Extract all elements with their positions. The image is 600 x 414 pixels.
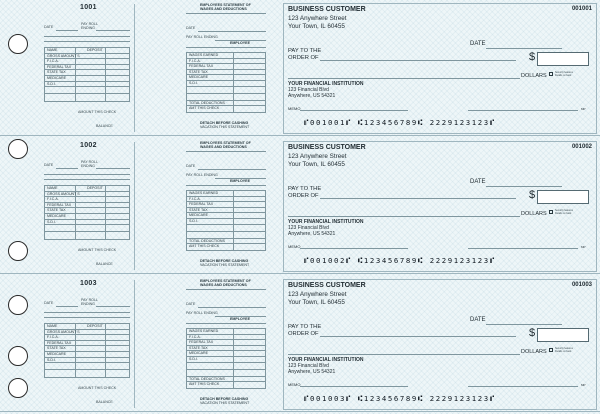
amount-words-line (288, 354, 520, 355)
check-number: 001002 (571, 144, 592, 150)
dollar-sign: $ (529, 189, 536, 201)
statement-amt-row: AMT THIS CHECK (189, 244, 220, 249)
statement-fica-row: F.I.C.A. (187, 335, 265, 341)
amount-box (537, 190, 589, 204)
bank-name: YOUR FINANCIAL INSTITUTION (288, 81, 364, 87)
statement-sdi-row: S.D.I. (187, 357, 265, 363)
statement-blank-row (187, 94, 265, 101)
business-street: 123 Anywhere Street (288, 291, 347, 298)
check-set (0, 138, 600, 274)
stub-payroll-label: PAY ROLL (81, 298, 98, 302)
business-street: 123 Anywhere Street (288, 153, 347, 160)
stub-date-label: DATE (44, 25, 54, 29)
statement-fica-row: F.I.C.A. (187, 59, 265, 65)
pay-to-label: PAY TO THE ORDER OF (288, 48, 322, 61)
stub-sdi-row: S.D.I. (45, 358, 129, 364)
statement-amt-row: AMT THIS CHECK (189, 382, 220, 387)
statement-title: EMPLOYEES STATEMENT OF (200, 141, 251, 145)
dollar-sign: $ (529, 51, 536, 63)
statement-blank-row (187, 370, 265, 377)
check (283, 3, 597, 134)
statement-deductions-grid (186, 52, 266, 113)
signature-mark: MP (581, 245, 586, 249)
statement-medicare-row: MEDICARE (187, 351, 265, 357)
stub-name-row: NAME DEPOSIT (45, 48, 129, 54)
padlock-icon (549, 210, 553, 214)
register-stub (38, 138, 132, 274)
stub-blank-row (45, 232, 129, 239)
register-stub (38, 276, 132, 412)
stub-balance: BALANCE (96, 400, 113, 404)
statement-title: EMPLOYEES STATEMENT OF (200, 3, 251, 7)
business-city: Your Town, IL 60455 (288, 161, 345, 168)
signature-line (468, 110, 578, 111)
statement-blank-row (187, 363, 265, 370)
pay-to-label: PAY TO THE ORDER OF (288, 324, 322, 337)
stub-ending-label: ENDING (81, 302, 95, 306)
statement-statetax-row: STATE TAX (187, 70, 265, 76)
dollars-label: DOLLARS (521, 73, 547, 79)
statement-date-line (198, 169, 266, 170)
stub-name-row: NAME DEPOSIT (45, 186, 129, 192)
statement-fedtax-row: FEDERAL TAX (187, 340, 265, 346)
stub-fedtax-row: FEDERAL TAX (45, 65, 129, 71)
bank-street: 123 Financial Blvd (288, 87, 329, 93)
statement-subtitle: WAGES AND DEDUCTIONS (200, 283, 247, 287)
security-note: Security features Details on back (555, 209, 573, 215)
memo-line (300, 386, 408, 387)
amount-box (537, 52, 589, 66)
statement-wages-row: WAGES EARNED (187, 329, 265, 335)
stub-blank-row (45, 363, 129, 370)
statement-line (186, 47, 266, 48)
statement-payroll-label: PAY ROLL ENDING (186, 311, 218, 315)
statement-detach-note: DETACH BEFORE CASHING (200, 121, 249, 125)
statement-subtitle: WAGES AND DEDUCTIONS (200, 7, 247, 11)
stub-gross-row: GROSS AMOUNT S (45, 330, 129, 336)
payee-line (320, 336, 516, 337)
payee-line (320, 198, 516, 199)
stub-fica-row: F.I.C.A. (45, 197, 129, 203)
statement-total-row: TOTAL DEDUCTIONS (187, 377, 265, 383)
statement-line (186, 185, 266, 186)
check-date-line (486, 186, 562, 187)
statement-wages-row: WAGES EARNED (187, 191, 265, 197)
bank-city: Anywhere, US 54321 (288, 369, 336, 375)
stub-date-label: DATE (44, 163, 54, 167)
stub-line (44, 174, 130, 175)
check-number: 001001 (571, 6, 592, 12)
stub-line (44, 312, 130, 313)
stub-register-grid (44, 323, 130, 378)
stub-ending-line (96, 30, 130, 31)
statement-detach-subnote: VACATION THIS STATEMENT (200, 401, 250, 405)
stub-number: 1003 (80, 280, 97, 287)
stub-payroll-label: PAY ROLL (81, 22, 98, 26)
business-name: BUSINESS CUSTOMER (288, 6, 366, 13)
signature-mark: MP (581, 383, 586, 387)
stub-payroll-label: PAY ROLL (81, 160, 98, 164)
statement-employee-label: EMPLOYEE (230, 41, 250, 45)
business-city: Your Town, IL 60455 (288, 23, 345, 30)
stub-ending-label: ENDING (81, 164, 95, 168)
stub-gross-row: GROSS AMOUNT S (45, 54, 129, 60)
business-name: BUSINESS CUSTOMER (288, 144, 366, 151)
wage-statement-stub (138, 276, 278, 412)
register-stub (38, 0, 132, 136)
stub-date-line (56, 30, 78, 31)
wage-statement-stub (138, 138, 278, 274)
statement-line (186, 289, 266, 290)
memo-label: MEMO (288, 244, 301, 249)
stub-divider (134, 4, 135, 132)
statement-total-row: TOTAL DEDUCTIONS (187, 239, 265, 245)
stub-line (44, 36, 130, 37)
stub-statetax-row: STATE TAX (45, 70, 129, 76)
dollars-label: DOLLARS (521, 349, 547, 355)
perforation (0, 135, 600, 136)
stub-ending-line (96, 168, 130, 169)
stub-fica-row: F.I.C.A. (45, 59, 129, 65)
statement-sdi-row: S.D.I. (187, 219, 265, 225)
statement-statetax-row: STATE TAX (187, 346, 265, 352)
statement-line (186, 323, 266, 324)
check (283, 141, 597, 272)
micr-line: ⑈001001⑈ ⑆123456789⑆ 2229123123⑈ (304, 118, 496, 127)
stub-amount-this-check: AMOUNT THIS CHECK (78, 248, 117, 252)
check-set (0, 0, 600, 136)
stub-medicare-row: MEDICARE (45, 76, 129, 82)
padlock-icon (549, 348, 553, 352)
security-note: Security features Details on back (555, 347, 573, 353)
stub-blank-row (45, 87, 129, 94)
statement-detach-note: DETACH BEFORE CASHING (200, 259, 249, 263)
stub-divider (134, 280, 135, 408)
amount-words-line (288, 216, 520, 217)
stub-number: 1002 (80, 142, 97, 149)
bank-city: Anywhere, US 54321 (288, 93, 336, 99)
check (283, 279, 597, 410)
stub-blank-row (45, 225, 129, 232)
bank-street: 123 Financial Blvd (288, 225, 329, 231)
statement-line (186, 13, 266, 14)
statement-employee-label: EMPLOYEE (230, 179, 250, 183)
bank-name: YOUR FINANCIAL INSTITUTION (288, 357, 364, 363)
statement-date-label: DATE (186, 302, 196, 306)
stub-date-line (56, 306, 78, 307)
stub-balance: BALANCE (96, 262, 113, 266)
signature-line (468, 386, 578, 387)
stub-gross-row: GROSS AMOUNT S (45, 192, 129, 198)
stub-fedtax-row: FEDERAL TAX (45, 203, 129, 209)
statement-payroll-label: PAY ROLL ENDING (186, 35, 218, 39)
micr-line: ⑈001003⑈ ⑆123456789⑆ 2229123123⑈ (304, 394, 496, 403)
stub-fica-row: F.I.C.A. (45, 335, 129, 341)
memo-label: MEMO (288, 382, 301, 387)
stub-divider (134, 142, 135, 270)
statement-blank-row (187, 87, 265, 94)
stub-name-row: NAME DEPOSIT (45, 324, 129, 330)
micr-line: ⑈001002⑈ ⑆123456789⑆ 2229123123⑈ (304, 256, 496, 265)
stub-statetax-row: STATE TAX (45, 208, 129, 214)
statement-employee-label: EMPLOYEE (230, 317, 250, 321)
statement-blank-row (187, 225, 265, 232)
stub-balance: BALANCE (96, 124, 113, 128)
statement-line (186, 151, 266, 152)
statement-detach-subnote: VACATION THIS STATEMENT (200, 125, 250, 129)
amount-box (537, 328, 589, 342)
memo-label: MEMO (288, 106, 301, 111)
dollar-sign: $ (529, 327, 536, 339)
check-date-line (486, 48, 562, 49)
check-date-line (486, 324, 562, 325)
business-name: BUSINESS CUSTOMER (288, 282, 366, 289)
stub-fedtax-row: FEDERAL TAX (45, 341, 129, 347)
bank-name: YOUR FINANCIAL INSTITUTION (288, 219, 364, 225)
stub-statetax-row: STATE TAX (45, 346, 129, 352)
statement-payroll-label: PAY ROLL ENDING (186, 173, 218, 177)
stub-ending-line (96, 306, 130, 307)
statement-blank-row (187, 232, 265, 239)
stub-amount-this-check: AMOUNT THIS CHECK (78, 110, 117, 114)
statement-fica-row: F.I.C.A. (187, 197, 265, 203)
stub-date-label: DATE (44, 301, 54, 305)
padlock-icon (549, 72, 553, 76)
stub-register-grid (44, 47, 130, 102)
signature-mark: MP (581, 107, 586, 111)
statement-deductions-grid (186, 190, 266, 251)
stub-line (44, 317, 130, 318)
statement-statetax-row: STATE TAX (187, 208, 265, 214)
stub-number: 1001 (80, 4, 97, 11)
statement-detach-subnote: VACATION THIS STATEMENT (200, 263, 250, 267)
statement-medicare-row: MEDICARE (187, 75, 265, 81)
statement-deductions-grid (186, 328, 266, 389)
check-date-label: DATE (470, 179, 486, 185)
stub-line (44, 179, 130, 180)
check-date-label: DATE (470, 41, 486, 47)
stub-medicare-row: MEDICARE (45, 352, 129, 358)
check-set (0, 276, 600, 412)
statement-date-line (198, 307, 266, 308)
statement-sdi-row: S.D.I. (187, 81, 265, 87)
statement-date-label: DATE (186, 164, 196, 168)
statement-wages-row: WAGES EARNED (187, 53, 265, 59)
statement-subtitle: WAGES AND DEDUCTIONS (200, 145, 247, 149)
stub-amount-this-check: AMOUNT THIS CHECK (78, 386, 117, 390)
stub-medicare-row: MEDICARE (45, 214, 129, 220)
stub-date-line (56, 168, 78, 169)
stub-sdi-row: S.D.I. (45, 220, 129, 226)
stub-sdi-row: S.D.I. (45, 82, 129, 88)
pay-to-label: PAY TO THE ORDER OF (288, 186, 322, 199)
check-date-label: DATE (470, 317, 486, 323)
statement-detach-note: DETACH BEFORE CASHING (200, 397, 249, 401)
business-street: 123 Anywhere Street (288, 15, 347, 22)
stub-ending-label: ENDING (81, 26, 95, 30)
statement-amt-row: AMT THIS CHECK (189, 106, 220, 111)
statement-fedtax-row: FEDERAL TAX (187, 64, 265, 70)
check-number: 001003 (571, 282, 592, 288)
statement-title: EMPLOYEES STATEMENT OF (200, 279, 251, 283)
stub-line (44, 41, 130, 42)
memo-line (300, 110, 408, 111)
memo-line (300, 248, 408, 249)
security-note: Security features Details on back (555, 71, 573, 77)
dollars-label: DOLLARS (521, 211, 547, 217)
statement-date-label: DATE (186, 26, 196, 30)
signature-line (468, 248, 578, 249)
stub-register-grid (44, 185, 130, 240)
statement-total-row: TOTAL DEDUCTIONS (187, 101, 265, 107)
perforation (0, 411, 600, 412)
bank-city: Anywhere, US 54321 (288, 231, 336, 237)
perforation (0, 273, 600, 274)
bank-street: 123 Financial Blvd (288, 363, 329, 369)
statement-date-line (198, 31, 266, 32)
business-city: Your Town, IL 60455 (288, 299, 345, 306)
amount-words-line (288, 78, 520, 79)
stub-blank-row (45, 94, 129, 101)
payee-line (320, 60, 516, 61)
stub-blank-row (45, 370, 129, 377)
statement-fedtax-row: FEDERAL TAX (187, 202, 265, 208)
statement-medicare-row: MEDICARE (187, 213, 265, 219)
wage-statement-stub (138, 0, 278, 136)
